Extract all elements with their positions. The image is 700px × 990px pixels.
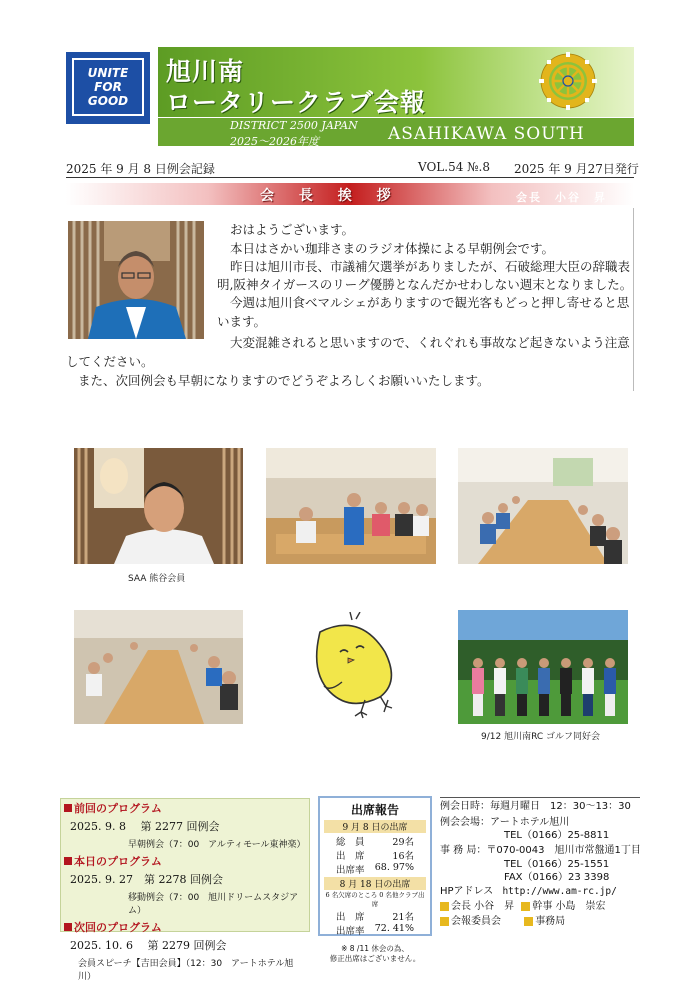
- greeting-line-8: してください。: [66, 354, 154, 369]
- logo-line-1: UNITE: [87, 66, 129, 80]
- attendance-band-2: 8 月 18 日の出席: [324, 877, 426, 890]
- greeting-line-2: 本日はさかい珈琲さまのラジオ体操による早朝例会です。: [230, 240, 555, 256]
- meeting-day: 例会日時：毎週月曜日 12：30～13：30: [440, 801, 631, 812]
- attendance-box: [318, 796, 432, 963]
- program-next-heading-text: 次回のプログラム: [74, 921, 162, 934]
- homepage-label: HPアドレス: [440, 886, 494, 897]
- program-previous-date: 2025. 9. 8 第 2277 回例会: [70, 820, 220, 833]
- chick-illustration: [290, 612, 420, 722]
- attendance-footnote-line-1: ※ 8 /11 休会の為、: [341, 944, 409, 953]
- role-bulletin-committee: 会報委員会: [451, 916, 501, 927]
- attendance-present-label: 出 席: [336, 851, 365, 862]
- role-secretary: 幹事 小島 崇宏: [532, 901, 606, 912]
- rotary-wheel-icon: [538, 51, 598, 111]
- attendance-makeup-note: 6 名欠席のところ 0 名他クラブ出席: [325, 891, 425, 908]
- program-next-date: 2025. 10. 6 第 2279 回例会: [70, 939, 227, 952]
- attendance-row-present-2: [336, 909, 414, 923]
- roles-line-1: [440, 900, 640, 913]
- program-previous-detail: 早朝例会（7：00 アルティモール東神楽）: [128, 840, 306, 850]
- issue-date: 2025 年 9 月27日発行: [514, 162, 639, 176]
- attendance-rate-value: 68. 97%: [374, 862, 414, 873]
- office-address: 事 務 局：〒070-0043 旭川市常盤通1丁目: [440, 845, 641, 856]
- logo-line-3: GOOD: [87, 94, 129, 108]
- attendance-rate2-value: 72. 41%: [374, 923, 414, 934]
- rotary-year: 2025～2026年度: [230, 135, 319, 148]
- president-photo: [68, 221, 204, 339]
- header-divider: [66, 177, 634, 178]
- homepage-url[interactable]: http://www.am-rc.jp/: [502, 886, 617, 897]
- program-today-heading-text: 本日のプログラム: [74, 855, 162, 868]
- attendance-title: 出席報告: [350, 803, 399, 817]
- greeting-line-7: 大変混雑されると思いますので、くれぐれも事故など起きないよう注意: [230, 335, 630, 350]
- attendance-band-1: 9 月 8 日の出席: [324, 820, 426, 833]
- attendance-rate-label: 出席率: [336, 865, 365, 876]
- club-info: [440, 800, 640, 928]
- attendance-row-rate-2: [336, 923, 414, 937]
- photo-meeting-room: [266, 448, 436, 564]
- logo-white-strip: [66, 124, 150, 146]
- role-square-icon: [524, 917, 533, 926]
- greeting-line-6: います。: [217, 314, 267, 329]
- photo-saa-member: [74, 448, 243, 564]
- program-today-heading: [64, 853, 306, 869]
- office-fax: FAX（0166）23 3398: [504, 872, 610, 883]
- photo-members-table: [74, 610, 243, 724]
- greeting-line-1: おはようございます。: [230, 222, 355, 237]
- district-label: DISTRICT 2500 JAPAN: [230, 119, 358, 132]
- role-square-icon: [440, 917, 449, 926]
- volume-number: VOL.54 №.8: [418, 160, 490, 174]
- program-next: [64, 919, 306, 982]
- program-previous-heading-text: 前回のプログラム: [74, 802, 162, 815]
- venue-tel: TEL（0166）25-8811: [504, 830, 610, 841]
- attendance-present2-value: 21名: [392, 912, 414, 923]
- attendance-row-rate: [336, 862, 414, 876]
- attendance-present-value: 16名: [392, 851, 414, 862]
- role-square-icon: [521, 902, 530, 911]
- homepage-line: [440, 885, 640, 898]
- role-president: 会長 小谷 昇: [451, 901, 515, 912]
- logo-text: [72, 58, 144, 116]
- role-square-icon: [440, 902, 449, 911]
- logo-line-2: FOR: [94, 80, 122, 94]
- greeting-byline: 会長 小谷 昇: [516, 191, 607, 204]
- attendance-present2-label: 出 席: [336, 912, 365, 923]
- meeting-venue: 例会会場：アートホテル旭川: [440, 817, 570, 828]
- attendance-row-total: [336, 834, 414, 848]
- program-next-detail: 会員スピーチ【吉田会員】（12：30 アートホテル旭川）: [78, 959, 294, 982]
- program-next-heading: [64, 919, 306, 935]
- caption-saa: SAA 熊谷会員: [128, 574, 186, 584]
- meeting-record-date: 2025 年 9 月 8 日例会記録: [66, 162, 215, 176]
- office-tel: TEL（0166）25-1551: [504, 859, 610, 870]
- photo-long-table: [458, 448, 628, 564]
- attendance-footnote-line-2: 修正出席はございません。: [329, 954, 421, 963]
- info-top-rule: [440, 797, 640, 798]
- greeting-title: 会 長 挨 拶: [260, 188, 401, 204]
- greeting-line-3: 昨日は旭川市長、市議補欠選挙がありましたが、石破総理大臣の辞職表: [230, 259, 631, 274]
- program-previous: [64, 800, 306, 850]
- attendance-footnote: [324, 944, 426, 964]
- attendance-total-value: 29名: [392, 837, 414, 848]
- unite-for-good-logo: [66, 52, 150, 146]
- program-today: [64, 853, 306, 916]
- photo-golf-group: [458, 610, 628, 724]
- club-name-english: ASAHIKAWA SOUTH: [388, 124, 585, 144]
- greeting-line-4: 明,阪神タイガースのリーグ優勝となんだかせわしない週末となりました。: [217, 277, 633, 292]
- program-today-detail: 移動例会（7：00 旭川ドリームスタジアム）: [128, 893, 299, 916]
- program-today-date: 2025. 9. 27 第 2278 回例会: [70, 873, 223, 886]
- caption-golf: 9/12 旭川南RC ゴルフ同好会: [481, 732, 601, 742]
- roles-line-2: [440, 915, 640, 928]
- club-title-main: ロータリークラブ会報: [166, 88, 427, 117]
- program-list: [64, 800, 306, 982]
- attendance-total-label: 総 員: [336, 837, 365, 848]
- club-title-city: 旭川南: [166, 57, 245, 86]
- role-office: 事務局: [535, 916, 566, 927]
- attendance-rate2-label: 出席率: [336, 926, 365, 937]
- attendance-row-present: [336, 848, 414, 862]
- program-previous-heading: [64, 800, 306, 816]
- greeting-line-9: また、次回例会も早朝になりますのでどうぞよろしくお願いいたします。: [78, 373, 490, 388]
- greeting-line-5: 今週は旭川食べマルシェがありますので観光客もどっと押し寄せると思: [230, 295, 630, 310]
